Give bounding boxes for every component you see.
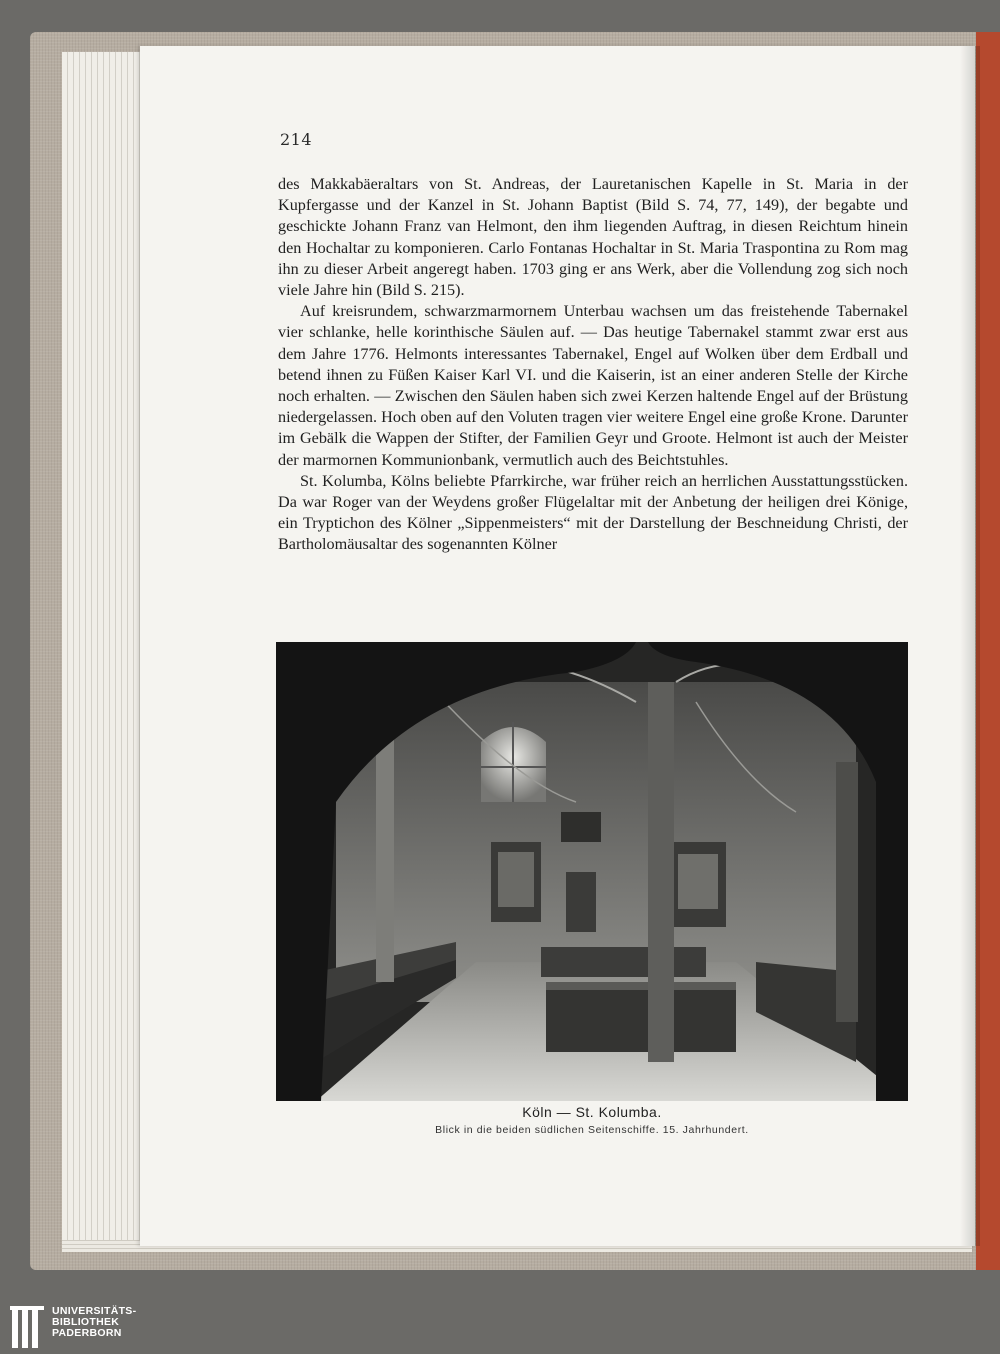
church-interior-illustration	[276, 642, 908, 1101]
library-logo-icon	[10, 1306, 46, 1350]
library-logo-text	[52, 1306, 136, 1339]
church-interior-photo	[276, 642, 908, 1101]
logo-line: UNIVERSITÄTS-	[52, 1305, 137, 1317]
page-gutter-shadow	[960, 46, 980, 1246]
paragraph: des Makkabäeraltars von St. Andreas, der Lauretanischen Kapelle in St. Maria in der Kupfergasse und der Kanzel in St. Johann Baptist (Bild S. 74, 77, 149), der begabte und geschickte Johann Franz van Helmont, den ihm liegenden Auftrag, in diesen Reichtum hinein den Hochaltar zu komponieren. Carlo Fontanas Hochaltar in St. Maria Traspontina zu Rom mag ihn zu dieser Arbeit angeregt haben. 1703 ging er ans Werk, aber die Vollendung zog sich noch viele Jahre hin (Bild S. 215).	[278, 175, 908, 300]
figure-caption-title: Köln — St. Kolumba.	[522, 1104, 662, 1120]
figure-caption-subtitle: Blick in die beiden südlichen Seitenschiffe. 15. Jahrhundert.	[435, 1124, 749, 1136]
page-edges	[62, 52, 146, 1252]
body-text	[278, 174, 908, 556]
page-number: 214	[280, 130, 313, 149]
library-logo	[0, 1300, 200, 1354]
logo-line: BIBLIOTHEK	[52, 1316, 120, 1328]
logo-line: PADERBORN	[52, 1327, 122, 1339]
paragraph: Auf kreisrundem, schwarzmarmornem Unterbau wachsen um das freistehende Tabernakel vier schlanke, helle korinthische Säulen auf. — Das heutige Tabernakel stammt zwar erst aus dem Jahre 1776. Helmonts interessantes Tabernakel, Engel auf Wolken über dem Erdball und betend ihnen zu Füßen Kaiser Karl VI. und die Kaiserin, ist an einer anderen Stelle der Kirche noch erhalten. — Zwischen den Säulen haben sich zwei Kerzen haltende Engel auf der Brüstung niedergelassen. Hoch oben auf den Voluten tragen vier weitere Engel eine große Krone. Darunter im Gebälk die Wappen der Stifter, der Familien Geyr und Groote. Helmont ist auch der Meister der marmornen Kommunionbank, vermutlich auch des Beichtstuhles.	[278, 302, 908, 469]
paragraph: St. Kolumba, Kölns beliebte Pfarrkirche, war früher reich an herrlichen Ausstattungsstücken. Da war Roger van der Weydens großer Flügelaltar mit der Anbetung der heiligen drei Könige, ein Tryptichon des Kölner „Sippenmeisters“ mit der Darstellung der Beschneidung Christi, der Bartholomäusaltar des sogenannten Kölner	[278, 471, 908, 554]
